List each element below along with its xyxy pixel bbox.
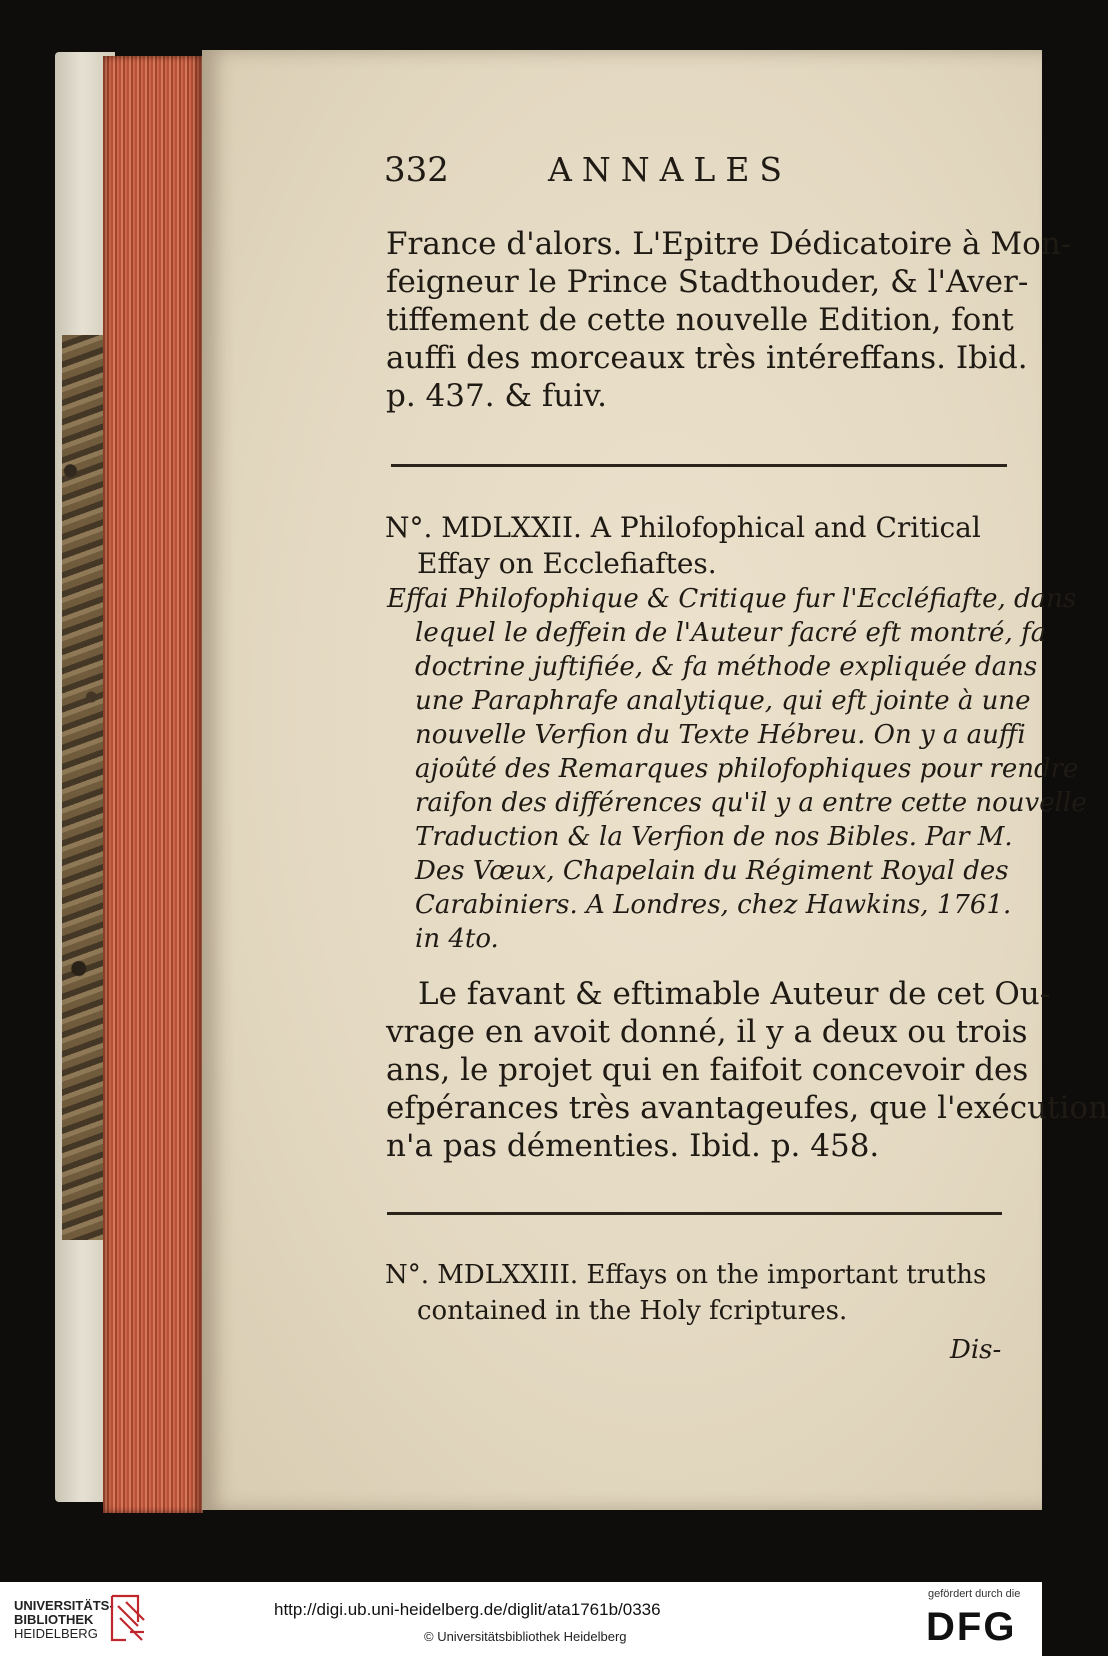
- text-line: feigneur le Prince Stadthouder, & l'Aver-: [386, 264, 1029, 300]
- text-line: Des Vœux, Chapelain du Régiment Royal des: [415, 856, 1009, 886]
- text-line: auffi des morceaux très intéreffans. Ibid.: [386, 340, 1028, 376]
- library-name: [14, 1599, 114, 1641]
- library-name-line: BIBLIOTHEK: [14, 1612, 94, 1627]
- dfg-logo[interactable]: DFG: [926, 1605, 1017, 1649]
- french-title-paragraph: [387, 582, 1087, 956]
- library-name-line: HEIDELBERG: [14, 1626, 98, 1641]
- permalink-url[interactable]: http://digi.ub.uni-heidelberg.de/diglit/ata1761b/0336: [274, 1600, 661, 1619]
- text-line: Traduction & la Verfion de nos Bibles. Par M.: [415, 822, 1013, 852]
- entry-heading-line: Effay on Ecclefiaftes.: [417, 547, 717, 580]
- text-line: efpérances très avantageufes, que l'exécution: [386, 1090, 1108, 1126]
- running-head: ANNALES: [548, 150, 793, 189]
- library-logo-icon[interactable]: [108, 1588, 148, 1648]
- text-line: vrage en avoit donné, il y a deux ou trois: [386, 1014, 1028, 1050]
- funding-note: gefördert durch die: [928, 1588, 1021, 1600]
- entry-heading-line: contained in the Holy fcriptures.: [417, 1296, 848, 1326]
- text-line: France d'alors. L'Epitre Dédicatoire à Mon-: [386, 226, 1072, 262]
- text-line: Carabiniers. A Londres, chez Hawkins, 1761.: [415, 890, 1012, 920]
- page-number: 332: [384, 150, 449, 190]
- text-line: Effai Philofophique & Critique fur l'Eccléfiafte, dans: [387, 584, 1077, 614]
- text-line: p. 437. & fuiv.: [386, 378, 607, 414]
- text-line: doctrine juftifiée, & fa méthode expliquée dans: [415, 652, 1038, 682]
- text-line: tiffement de cette nouvelle Edition, font: [386, 302, 1014, 338]
- text-line: une Paraphrafe analytique, qui eft jointe à une: [415, 686, 1031, 716]
- entry-heading-line: N°. MDLXXII. A Philofophical and Critical: [385, 511, 981, 544]
- catchword: Dis-: [950, 1335, 1002, 1365]
- paragraph-continuation: [386, 225, 1072, 415]
- text-line: lequel le deffein de l'Auteur facré eft montré, fa: [415, 618, 1047, 648]
- entry-heading-mdlxxiii: [385, 1257, 1005, 1329]
- text-line: nouvelle Verfion du Texte Hébreu. On y a auffi: [415, 720, 1026, 750]
- text-line: ans, le projet qui en faifoit concevoir des: [386, 1052, 1029, 1088]
- section-divider: [387, 1212, 1002, 1215]
- text-line: n'a pas démenties. Ibid. p. 458.: [386, 1128, 880, 1164]
- entry-heading-line: N°. MDLXXIII. Effays on the important truths: [385, 1260, 987, 1290]
- review-paragraph: [386, 975, 1108, 1165]
- copyright-notice: © Universitätsbibliothek Heidelberg: [424, 1629, 627, 1644]
- entry-heading-mdlxxii: [385, 510, 1005, 582]
- page-edges-red: [103, 56, 203, 1513]
- marbled-cover-strip: [62, 335, 104, 1240]
- text-line: in 4to.: [415, 924, 499, 954]
- text-line: ajoûté des Remarques philofophiques pour rendre: [415, 754, 1079, 784]
- text-line: Le favant & eftimable Auteur de cet Ou-: [418, 976, 1051, 1012]
- library-name-line: UNIVERSITÄTS-: [14, 1598, 114, 1613]
- section-divider: [391, 464, 1007, 467]
- text-line: raifon des différences qu'il y a entre cette nouvelle: [415, 788, 1087, 818]
